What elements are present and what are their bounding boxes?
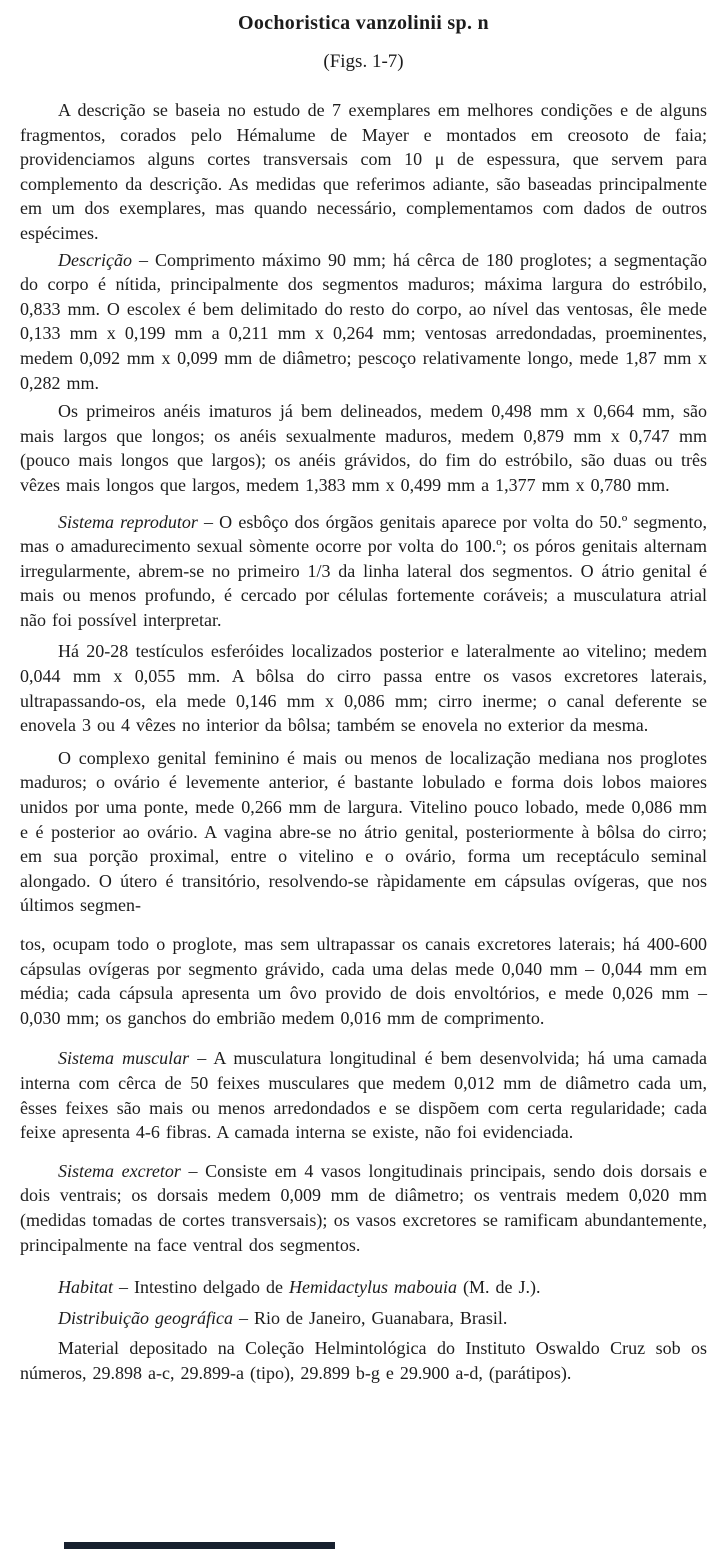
text-run: – O esbôço dos órgãos genitais aparece por volta do 50.º segmento, mas o amadurecimento sexual sòmente ocorre por volta do 100.º; os póros genitais alternam irregularmente, abrem-se no primeiro 1/3 da linha lateral dos segmentos. O átrio genital é mais ou menos profundo, é cercado por células fortemente coráveis; a musculatura atrial não foi possível interpretar.	[20, 511, 707, 630]
paragraph-capsulas-continuacao	[20, 932, 707, 1030]
text-run: – Comprimento máximo 90 mm; há cêrca de 180 proglotes; a segmentação do corpo é nítida, principalmente dos segmentos maduros; máxima largura do estróbilo, 0,833 mm. O escolex é bem delimitado do resto do corpo, ao nível das ventosas, êle mede 0,133 mm x 0,199 mm a 0,211 mm x 0,264 mm; ventosas arredondadas, proeminentes, medem 0,092 mm x 0,099 mm de diâmetro; pescoço relativamente longo, mede 1,87 mm x 0,282 mm.	[20, 249, 707, 393]
italic-text-run: Distribuição geográfica	[58, 1307, 233, 1328]
paragraph-material-depositado	[20, 1336, 707, 1385]
text-run: – Rio de Janeiro, Guanabara, Brasil.	[233, 1307, 508, 1328]
paragraph-sistema-excretor	[20, 1159, 707, 1257]
italic-text-run: Habitat	[58, 1277, 114, 1298]
paragraph-sistema-muscular	[20, 1046, 707, 1144]
text-run: Os primeiros anéis imaturos já bem delineados, medem 0,498 mm x 0,664 mm, são mais largos que longos; os anéis sexualmente maduros, medem 0,879 mm x 0,747 mm (pouco mais longos que largos); os anéis grávidos, do fim do estróbilo, são duas ou três vêzes mais longos que largos, medem 1,383 mm x 0,499 mm a 1,377 mm x 0,780 mm.	[20, 401, 707, 495]
text-run: – Consiste em 4 vasos longitudinais principais, sendo dois dorsais e dois ventrais; os dorsais medem 0,009 mm de diâmetro; os ventrais medem 0,020 mm (medidas tomadas de cortes transversais); os vasos excretores se ramificam abundantemente, principalmente na face ventral dos segmentos.	[20, 1160, 707, 1255]
paragraph-habitat	[20, 1275, 707, 1300]
paragraph-descricao	[20, 248, 707, 396]
paragraph-intro	[20, 98, 707, 246]
paragraph-aneis	[20, 399, 707, 497]
italic-text-run: Descrição	[58, 249, 132, 270]
italic-text-run: Sistema muscular	[58, 1048, 190, 1069]
text-run: – Intestino delgado de	[113, 1277, 289, 1298]
paragraph-testiculos	[20, 639, 707, 737]
text-run: (M. de J.).	[456, 1277, 541, 1298]
text-run: tos, ocupam todo o proglote, mas sem ultrapassar os canais excretores laterais; há 400-600 cápsulas ovígeras por segmento grávido, cada uma delas mede 0,040 mm – 0,044 mm em média; cada cápsula apresenta um ôvo provido de dois envoltórios, e mede 0,026 mm – 0,030 mm; os ganchos do embrião medem 0,016 mm de comprimento.	[20, 934, 707, 1028]
species-title: Oochoristica vanzolinii sp. n	[238, 12, 489, 34]
italic-text-run: Hemidactylus mabouia	[288, 1277, 457, 1298]
text-run: Há 20-28 testículos esferóides localizados posterior e lateralmente ao vitelino; medem 0,044 mm x 0,055 mm. A bôlsa do cirro passa entre os vasos excretores laterais, ultrapassando-os, ela mede 0,146 mm x 0,086 mm; cirro inerme; o canal deferente se enovela 3 ou 4 vêzes no interior da bôlsa; também se enovela no exterior da mesma.	[20, 641, 707, 736]
paragraph-sistema-reprodutor	[20, 510, 707, 633]
paragraph-distribuicao-geografica	[20, 1306, 707, 1331]
text-run: A descrição se baseia no estudo de 7 exemplares em melhores condições e de alguns fragmentos, corados pelo Hémalume de Mayer e montados em creosoto de faia; providenciamos alguns cortes transversais com 10 μ de espessura, que servem para complemento da descrição. As medidas que referimos adiante, são baseadas principalmente em um dos exemplares, mas quando necessário, complementamos com dados de outros espécimes.	[20, 100, 707, 243]
document-body	[20, 98, 707, 1386]
paragraph-complexo-genital-feminino	[20, 746, 707, 918]
scan-artifact-bar	[64, 1542, 335, 1549]
italic-text-run: Sistema reprodutor	[58, 511, 198, 532]
text-run: Material depositado na Coleção Helmintológica do Instituto Oswaldo Cruz sob os números, 29.898 a-c, 29.899-a (tipo), 29.899 b-g e 29.900 a-d, (parátipos).	[20, 1338, 707, 1383]
text-run: – A musculatura longitudinal é bem desenvolvida; há uma camada interna com cêrca de 50 feixes musculares que medem 0,012 mm de diâmetro cada um, êsses feixes são mais ou menos arredondados e se dispõem com certa regularidade; cada feixe apresenta 4-6 fibras. A camada interna se existe, não foi evidenciada.	[20, 1048, 708, 1143]
text-run: O complexo genital feminino é mais ou menos de localização mediana nos proglotes maduros; o ovário é levemente anterior, é bastante lobulado e forma dois lobos maiores unidos por uma ponte, mede 0,266 mm de largura. Vitelino pouco lobado, mede 0,086 mm e é posterior ao ovário. A vagina abre-se no átrio genital, posteriormente à bôlsa do cirro; em sua porção proximal, entre o vitelino e o ovário, forma um receptáculo seminal alongado. O útero é transitório, resolvendo-se ràpidamente em cápsulas ovígeras, que nos últimos segmen-	[20, 747, 707, 916]
italic-text-run: Sistema excretor	[58, 1160, 181, 1181]
figures-reference: (Figs. 1-7)	[323, 51, 404, 72]
